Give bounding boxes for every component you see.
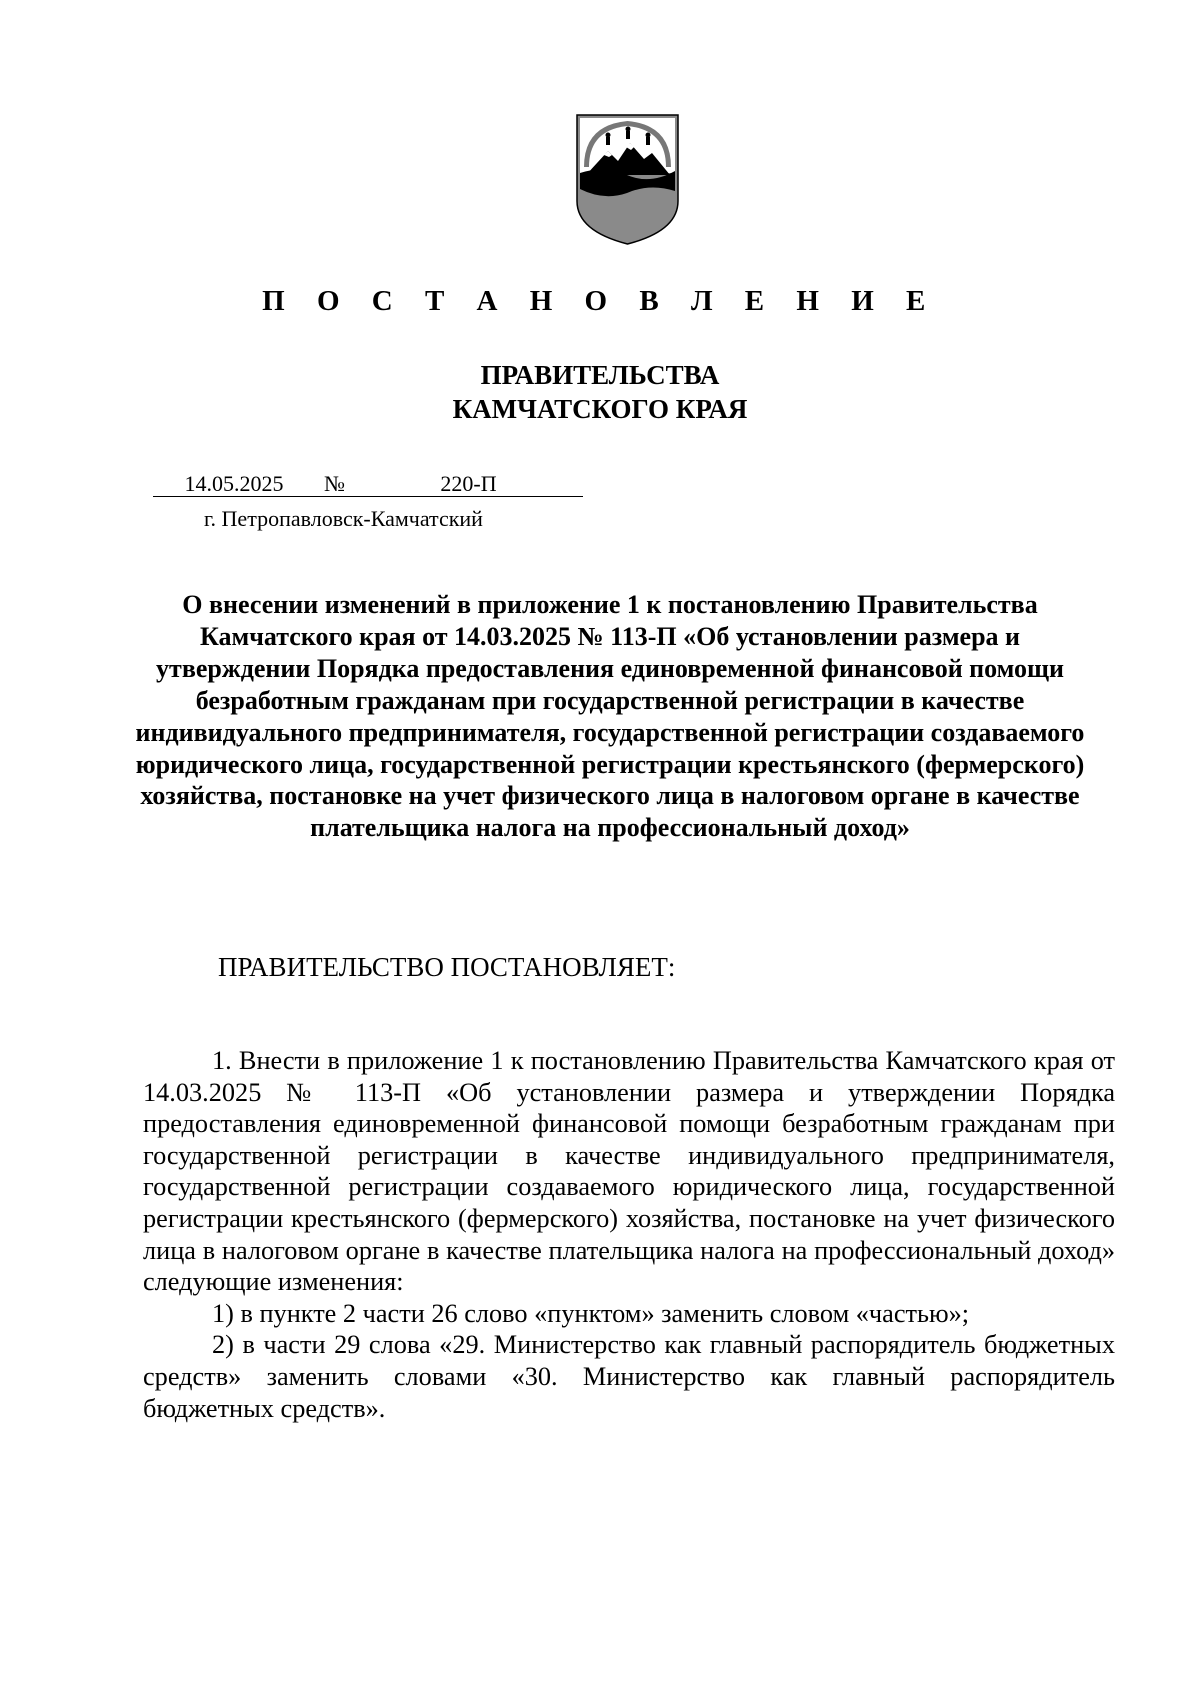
document-number: 220-П: [354, 472, 583, 497]
authority-line-1: ПРАВИТЕЛЬСТВА: [480, 360, 720, 390]
number-sign: №: [315, 472, 354, 497]
document-date: 14.05.2025: [153, 472, 315, 497]
body-paragraph: 2) в части 29 слова «29. Министерство как главный распорядитель бюджетных средств» заменить словами «30. Министерство как главный распорядитель бюджетных средств».: [143, 1330, 1115, 1423]
document-type-heading: П О С Т А Н О В Л Е Н И Е: [262, 285, 938, 317]
body-paragraph: 1. Внести в приложение 1 к постановлению Правительства Камчатского края от 14.03.2025 № 113-П «Об установлении размера и утверждении Порядка предоставления единовременной финансовой помощи безработным гражданам при государственной регистрации в качестве индивидуального предпринимателя, государственной регистрации создаваемого юридического лица, государственной регистрации крестьянского (фермерского) хозяйства, постановке на учет физического лица в налоговом органе в качестве плательщика налога на профессиональный доход» следующие изменения:: [143, 1046, 1115, 1297]
kamchatka-coat-of-arms-emblem: [574, 113, 681, 246]
document-title: О внесении изменений в приложение 1 к постановлению Правительства Камчатского края от 14.03.2025 № 113-П «Об установлении размера и утверждении Порядка предоставления единовременной финансовой помощи безработным гражданам при государственной регистрации в качестве индивидуального предпринимателя, государственной регистрации создаваемого юридического лица, государственной регистрации крестьянского (фермерского) хозяйства, постановке на учет физического лица в налоговом органе в качестве плательщика налога на профессиональный доход»: [135, 590, 1085, 843]
document-city: г. Петропавловск-Камчатский: [204, 506, 483, 531]
authority-line-2: КАМЧАТСКОГО КРАЯ: [452, 394, 748, 424]
resolves-heading: ПРАВИТЕЛЬСТВО ПОСТАНОВЛЯЕТ:: [218, 952, 676, 982]
date-number-row: [153, 472, 583, 500]
issuing-authority: [0, 358, 1200, 426]
document-body: [143, 1045, 1115, 1424]
body-paragraph: 1) в пункте 2 части 26 слово «пунктом» заменить словом «частью»;: [212, 1298, 970, 1328]
